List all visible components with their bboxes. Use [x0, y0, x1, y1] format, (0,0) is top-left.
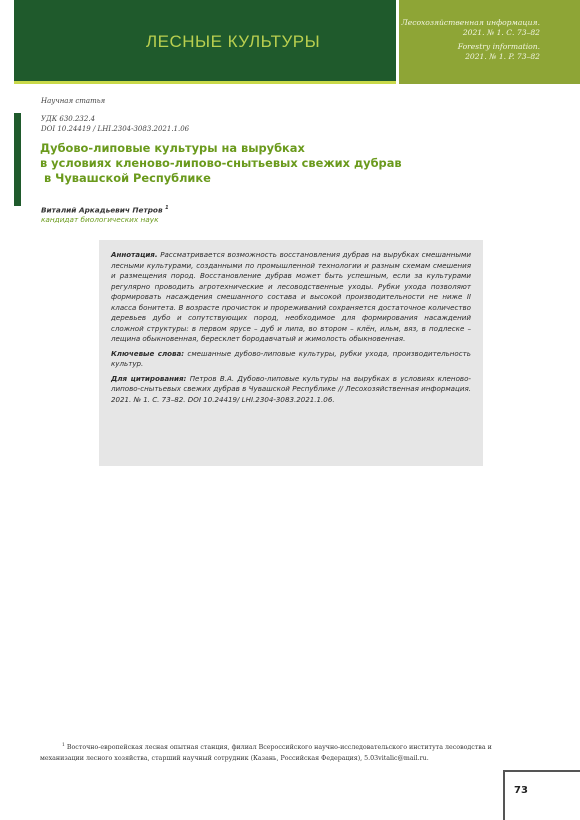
citation-label: Для цитирования:	[111, 373, 187, 383]
title-side-bar	[14, 113, 21, 206]
footnote-text: Восточно-европейская лесная опытная станция, филиал Всероссийского научно-исследовательского института лесоводства и механизации лесного хозяйства, старший научный сотрудник (Казань, Российская Федерация), 5.03vitalic@mail.ru.	[40, 744, 492, 762]
page-number-rule-horizontal	[503, 770, 580, 772]
title-line: Дубово-липовые культуры на вырубках	[40, 141, 305, 155]
citation-en-line1: Forestry information.	[457, 42, 540, 51]
udk-code: УДК 630.232.4	[41, 115, 96, 123]
citation-en-line2: 2021. № 1. P. 73–82	[465, 52, 540, 61]
author-degree: кандидат биологических наук	[41, 215, 159, 224]
footnote-mark: 1	[62, 743, 65, 748]
doi-code: DOI 10.24419 / LHI.2304-3083.2021.1.06	[41, 125, 190, 133]
keywords-label: Ключевые слова:	[111, 348, 185, 358]
citation-header-band	[399, 0, 580, 84]
citation-text: Петров В.А. Дубово-липовые культуры на вырубках в условиях кленово-липово-снытьевых свежих дубрав в Чувашской Республике // Лесохозяйственная информация. 2021. № 1. С. 73–82. DOI 10.24419/ LHI.2304-3083.2021.1.06.	[111, 373, 471, 404]
abstract-label: Аннотация.	[111, 250, 158, 259]
article-type: Научная статья	[41, 97, 106, 105]
author-name	[41, 205, 169, 214]
abstract-text: Рассматривается возможность восстановления дубрав на вырубках смешанными лесными культурами, созданными по промышленной технологии и разным схемам смешения и размещения пород. Восстановление дубрав может быть успешным, если за культурами регулярно проводить агротехнические и лесоводственные уходы. Рубки ухода позволяют формировать насаждения смешанного состава и высокой производительности не ниже II класса бонитета. В возрасте прочисток и прореживаний сохраняется достаточное количество деревьев дубо и сопутствующих пород, необходимое для формирования насаждений сложной структуры: в первом ярусе – дуб и липа, во втором – клён, ильм, вяз, в подлеске – лещина обыкновенная, бересклет бородавчатый и жимолость обыкновенная.	[111, 250, 471, 343]
abstract-box	[99, 240, 483, 466]
journal-section-title: ЛЕСНЫЕ КУЛЬТУРЫ	[146, 32, 321, 51]
author-name-text: Виталий Аркадьевич Петров	[41, 205, 163, 215]
abstract-paragraph	[111, 250, 471, 345]
keywords-paragraph	[111, 349, 471, 370]
page-number: 73	[514, 785, 528, 796]
journal-header-band	[14, 0, 396, 84]
author-footnote-mark: 1	[165, 205, 169, 211]
footnote	[40, 741, 510, 764]
citation-paragraph	[111, 374, 471, 406]
keywords-text: смешанные дубово-липовые культуры, рубки ухода, производительность культур.	[111, 348, 471, 368]
citation-ru-line1: Лесохозяйственная информация.	[401, 18, 540, 27]
article-title	[40, 141, 400, 186]
page-number-rule-vertical	[503, 770, 505, 820]
title-line: в Чувашской Республике	[40, 171, 211, 185]
title-line: в условиях кленово-липово-снытьевых свежих дубрав	[40, 156, 402, 170]
citation-ru-line2: 2021. № 1. С. 73–82	[462, 28, 540, 37]
